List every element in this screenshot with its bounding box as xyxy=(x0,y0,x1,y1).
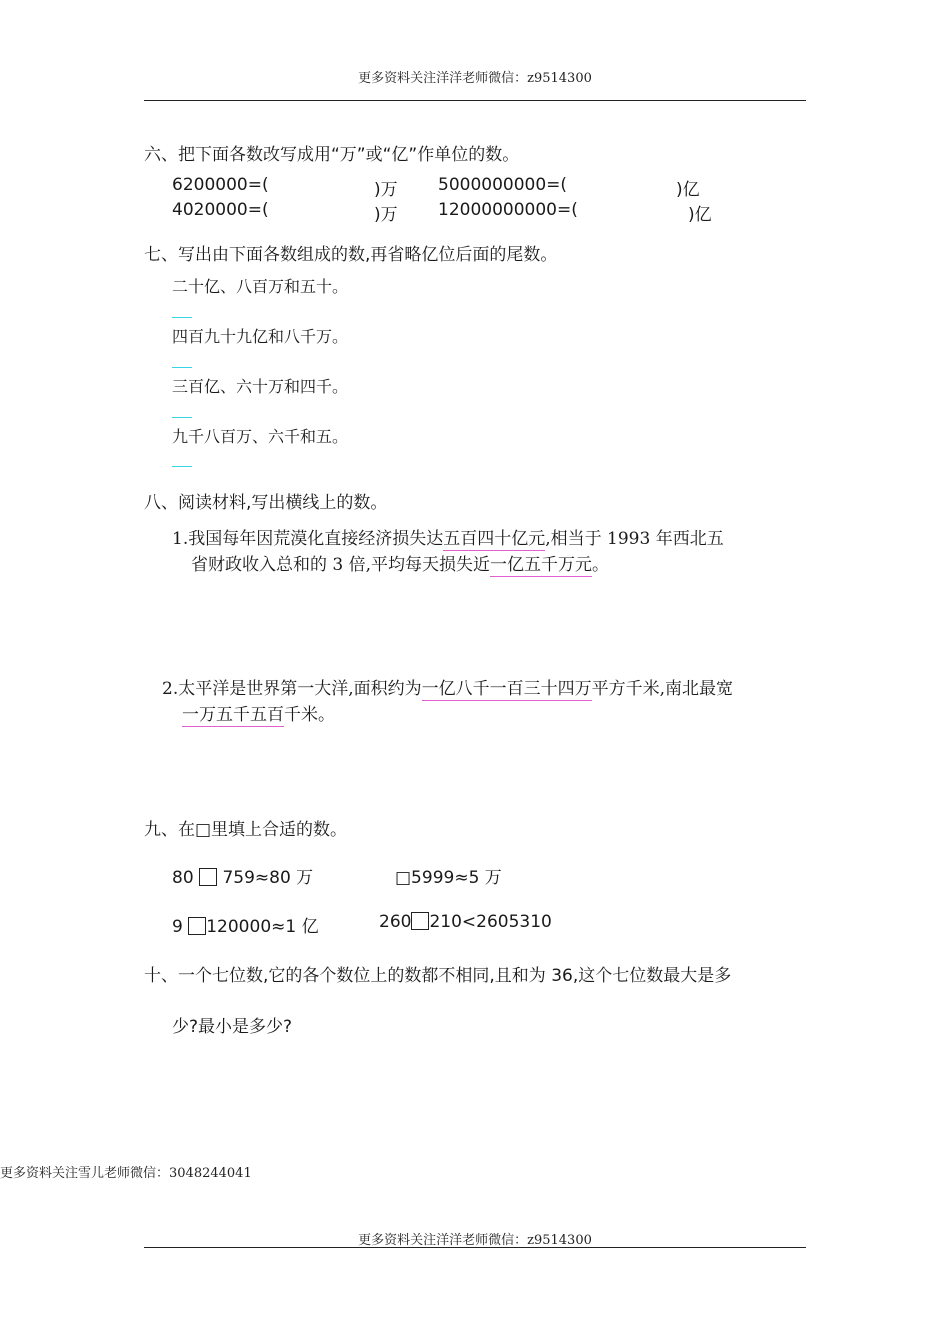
s9-item-1-suffix: 759≈80 万 xyxy=(222,868,314,888)
s8-p1-underlined-1: 五百四十亿元 xyxy=(443,529,546,549)
s8-p1-underlined-2: 一亿五千万元 xyxy=(490,555,593,575)
section-8-title: 八、阅读材料,写出横线上的数。 xyxy=(144,493,388,513)
s8-passage-1-line-2 xyxy=(191,550,609,575)
section-6-title: 六、把下面各数改写成用“万”或“亿”作单位的数。 xyxy=(144,145,520,165)
s7-item-3: 三百亿、六十万和四千。 xyxy=(172,377,349,396)
section-10-line-1: 十、一个七位数,它的各个数位上的数都不相同,且和为 36,这个七位数最大是多 xyxy=(144,966,732,986)
s6-row1-right-unit: )亿 xyxy=(676,180,700,200)
s8-p1-text-a: 我国每年因荒漠化直接经济损失达 xyxy=(188,529,444,549)
s9-item-4-prefix: 260 xyxy=(379,912,412,932)
s6-row1-left-unit: )万 xyxy=(374,180,398,200)
s9-item-4 xyxy=(379,912,552,932)
s6-row1-right-number: 5000000000=( xyxy=(438,175,568,195)
s9-item-1 xyxy=(172,863,313,888)
s9-item-2: □5999≈5 万 xyxy=(395,868,502,888)
s7-answer-blank-3[interactable] xyxy=(172,417,192,418)
s8-p1-text-b: ,相当于 1993 年西北五 xyxy=(545,529,724,549)
s6-row2-left-unit: )万 xyxy=(374,205,398,225)
s6-row1-left-number: 6200000=( xyxy=(172,175,269,195)
s7-item-1: 二十亿、八百万和五十。 xyxy=(172,277,349,296)
s7-answer-blank-1[interactable] xyxy=(172,317,192,318)
s8-p2-underlined-1: 一亿八千一百三十四万 xyxy=(421,679,592,699)
s9-item-3-input-box[interactable] xyxy=(188,917,206,935)
s8-p1-number: 1. xyxy=(172,529,189,549)
s7-answer-blank-4[interactable] xyxy=(172,466,192,467)
section-7-title: 七、写出由下面各数组成的数,再省略亿位后面的尾数。 xyxy=(144,245,558,265)
section-9-title: 九、在□里填上合适的数。 xyxy=(144,820,348,840)
footer-rule xyxy=(144,1247,806,1248)
s8-p2-text-b: 平方千米,南北最宽 xyxy=(591,679,734,699)
s9-item-3-prefix: 9 xyxy=(172,917,183,937)
header-rule xyxy=(144,100,806,101)
page-header: 更多资料关注洋洋老师微信：z9514300 xyxy=(358,71,592,86)
s9-item-1-input-box[interactable] xyxy=(199,868,217,886)
s8-p2-text-c: 千米。 xyxy=(284,705,335,725)
page-footer: 更多资料关注洋洋老师微信：z9514300 xyxy=(358,1233,592,1248)
s8-p2-number: 2. xyxy=(162,679,179,699)
s8-passage-1-line-1 xyxy=(172,524,724,549)
side-note: 更多资料关注雪儿老师微信：3048244041 xyxy=(0,1166,252,1181)
s7-answer-blank-2[interactable] xyxy=(172,367,192,368)
s8-passage-2-line-1 xyxy=(162,674,733,699)
s8-p2-text-a: 太平洋是世界第一大洋,面积约为 xyxy=(178,679,422,699)
s8-p1-text-c: 省财政收入总和的 3 倍,平均每天损失近 xyxy=(191,555,491,575)
s9-item-3-suffix: 120000≈1 亿 xyxy=(206,917,319,937)
s8-p1-text-d: 。 xyxy=(592,555,610,575)
s9-item-4-suffix: 210<2605310 xyxy=(429,912,552,932)
s9-item-1-prefix: 80 xyxy=(172,868,194,888)
s7-item-4: 九千八百万、六千和五。 xyxy=(172,427,349,446)
section-10-line-2: 少?最小是多少? xyxy=(172,1017,293,1037)
s9-item-4-input-box[interactable] xyxy=(411,912,429,930)
s7-item-2: 四百九十九亿和八千万。 xyxy=(172,327,349,346)
s8-p2-underlined-2: 一万五千五百 xyxy=(182,705,284,725)
s6-row2-left-number: 4020000=( xyxy=(172,200,269,220)
s8-passage-2-line-2 xyxy=(182,700,335,725)
s6-row2-right-unit: )亿 xyxy=(688,205,712,225)
s9-item-3 xyxy=(172,912,319,937)
s6-row2-right-number: 12000000000=( xyxy=(438,200,578,220)
